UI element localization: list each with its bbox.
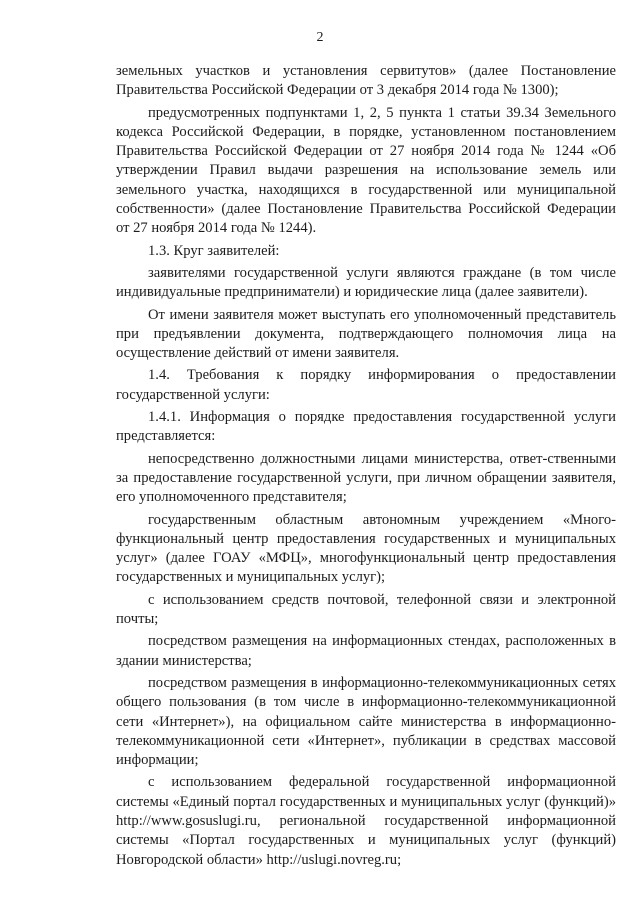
- list-item: посредством размещения на информационных стендах, расположенных в здании министерства;: [116, 633, 616, 669]
- list-item: с использованием средств почтовой, телефонной связи и электронной почты;: [116, 591, 616, 628]
- list-item: посредством размещения в информационно-телекоммуникационных сетях общего пользования (в том числе в информационно-телекоммуникационной сети «Интернет»), на официальном сайте министерства в информационно-телекоммуникационной сети «Интернет», публикации в средствах массовой информации;: [116, 674, 616, 769]
- document-body: [116, 62, 616, 873]
- section-heading: 1.4. Требования к порядку информирования о предоставлении государственной услуги:: [116, 367, 616, 403]
- list-item: государственным областным автономным учреждением «Много-функциональный центр предоставления государственных и муниципальных услуг» (далее ГОАУ «МФЦ», многофункциональный центр предоставления государственных и муниципальных услуг);: [116, 511, 616, 586]
- list-item: с использованием федеральной государственной информационной системы «Единый портал государственных и муниципальных услуг (функций)» http://www.gosuslugi.ru, региональной государственной информационной системы «Портал государственных и муниципальных услуг (функций) Новгородской области» http://uslugi.novreg.ru;: [116, 774, 616, 868]
- paragraph: От имени заявителя может выступать его уполномоченный представитель при предъявлении документа, подтверждающего полномочия лица на осуществление действий от имени заявителя.: [116, 306, 616, 362]
- list-item: непосредственно должностными лицами министерства, ответ-ственными за предоставление государственной услуги, при личном обращении заявителя, его уполномоченного представителя;: [116, 450, 616, 506]
- paragraph: 1.4.1. Информация о порядке предоставления государственной услуги представляется:: [116, 409, 616, 445]
- paragraph: предусмотренных подпунктами 1, 2, 5 пункта 1 статьи 39.34 Земельного кодекса Российской Федерации, в порядке, установленном постановлением Правительства Российской Федерации от 27 ноября 2014 года № 1244 «Об утверждении Правил выдачи разрешения на использование земель или земельного участка, находящихся в государственной или муниципальной собственности» (далее Постановление Правительства Российской Федерации от 27 ноября 2014 года № 1244).: [116, 104, 616, 237]
- page-number: 2: [316, 30, 324, 45]
- section-heading: 1.3. Круг заявителей:: [148, 242, 280, 259]
- paragraph: заявителями государственной услуги являются граждане (в том числе индивидуальные предприниматели) и юридические лица (далее заявители).: [116, 264, 616, 301]
- paragraph: земельных участков и установления сервитутов» (далее Постановление Правительства Российской Федерации от 3 декабря 2014 года № 1300);: [116, 63, 616, 99]
